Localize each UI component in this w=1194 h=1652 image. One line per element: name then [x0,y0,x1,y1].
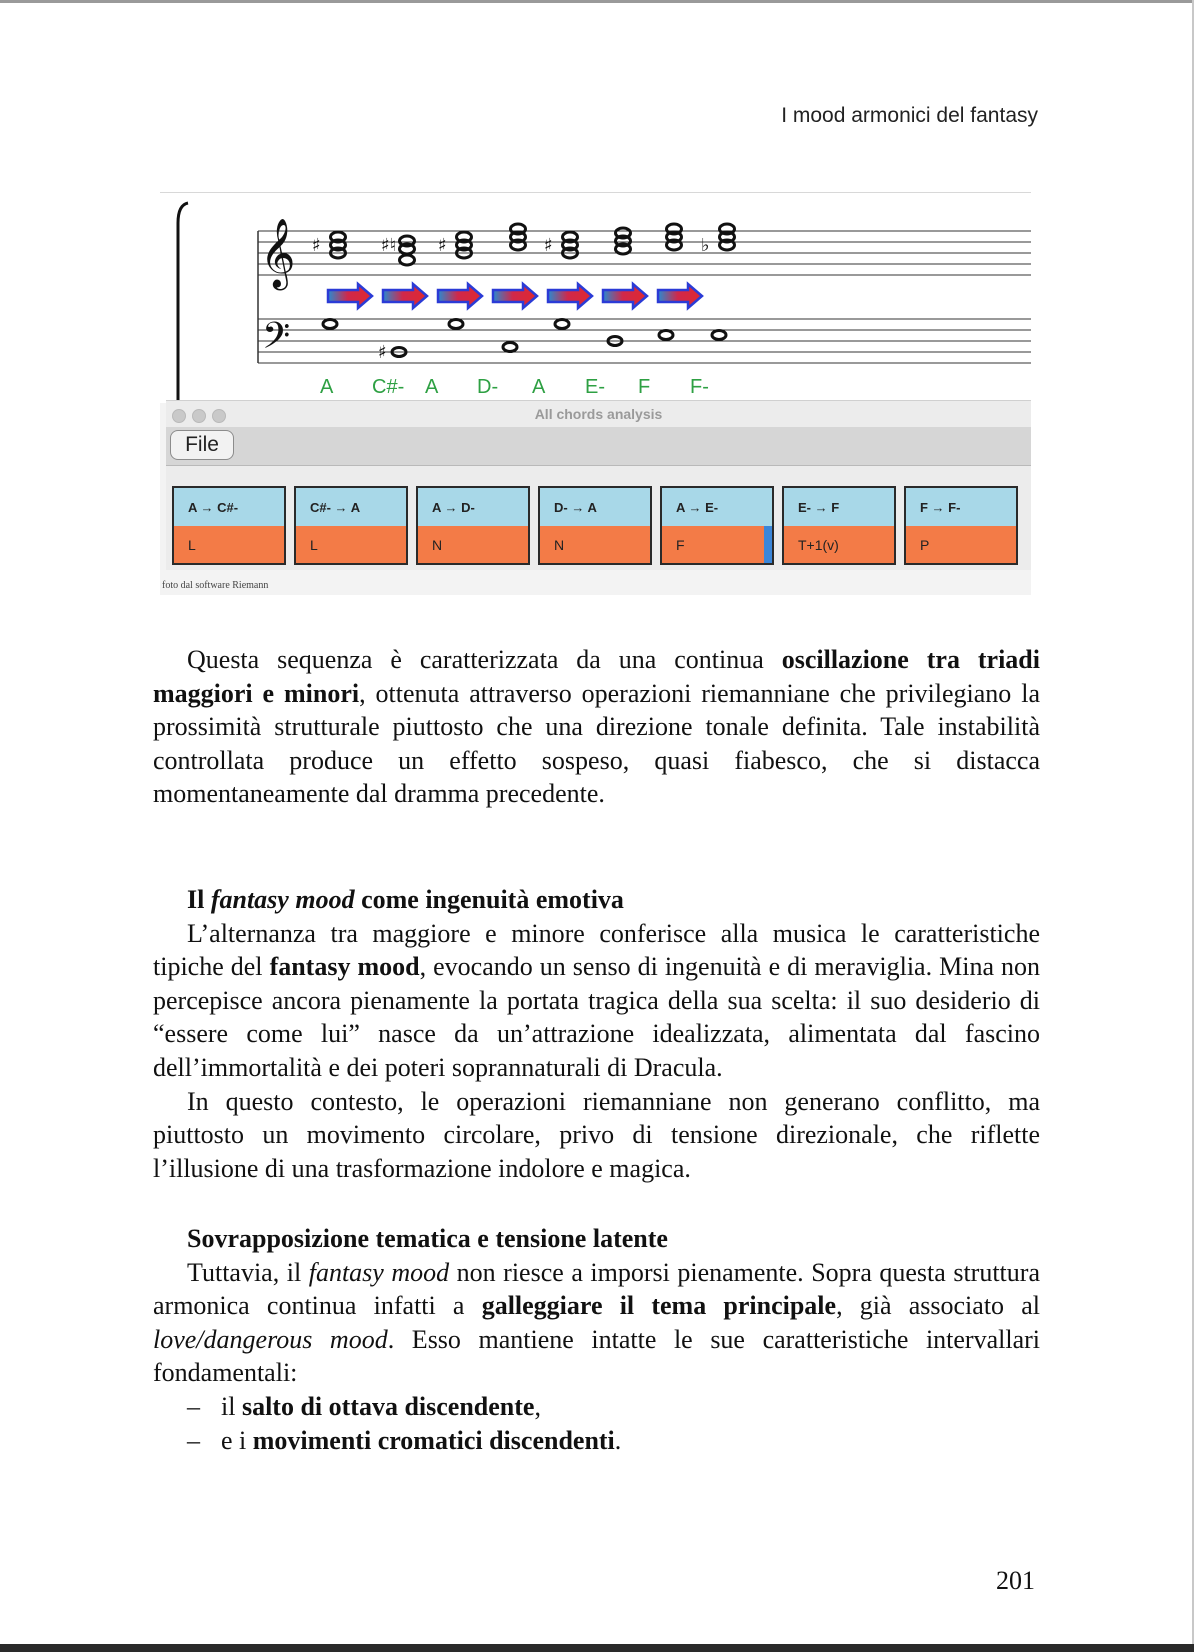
system-bracket [178,203,188,403]
accidental: ♯ [438,235,447,256]
accidental: ♯ [378,342,387,363]
note-head [616,244,631,254]
card-transition-label: E- → F [784,488,894,526]
note-head [659,331,673,340]
paragraph-4: Tuttavia, il fantasy mood non riesce a imporsi pienamente. Sopra questa struttura armonica continua infatti a galleggiare il tema principale, già associato al love/dangerous mood. Esso mantiene intatte le sue caratteristiche intervallari fondamentali: [153,1257,1041,1388]
chord-label: D- [477,376,499,398]
accidental: ♭ [701,235,710,256]
card-transition-label: F → F- [906,488,1016,526]
accidental: ♯ [544,235,553,256]
note-head [449,320,463,329]
card-scrollbar[interactable] [764,526,772,563]
note-head [323,320,337,329]
card-operation-label: L [174,526,284,563]
page-bottom-edge [0,1644,1194,1652]
window-title: All chords analysis [534,406,663,422]
page-top-edge [0,0,1194,3]
chord-transition-card[interactable] [172,486,286,565]
running-head: I mood armonici del fantasy [781,104,1038,127]
card-operation-label: N [418,526,528,563]
chord-label: A [532,376,546,398]
chord-label: C#- [372,376,405,398]
transition-arrows [328,284,702,308]
note-head [400,244,415,254]
section-sovrapposizione [153,1222,1040,1457]
note-head [400,255,415,265]
heading-sovrapposizione: Sovrapposizione tematica e tensione latente [187,1224,668,1253]
note-head [712,331,726,340]
para1-text: Questa sequenza è caratterizzata da una continua [187,645,782,674]
heading-fantasy-mood: Il fantasy mood come ingenuità emotiva [187,885,624,914]
note-head [555,320,569,329]
chord-label: A [425,376,439,398]
chord-label: F- [690,376,709,398]
file-button[interactable]: File [170,430,234,460]
para1-text-2: , ottenuta attraverso operazioni riemanniane che privilegiano la prossimità strutturale piuttosto che una direzione tonale definita. Tale instabilità controllata produce un effetto sospeso, quasi fiabesco, che si distacca momentaneamente dal dramma precedente. [153,678,1040,809]
transition-arrow-icon [603,284,647,308]
bass-clef-icon: 𝄢 [262,315,291,366]
note-head [511,240,526,250]
list-item: – il salto di ottava discendente, [187,1391,541,1421]
card-operation-label: P [906,526,1016,563]
transition-arrow-icon [548,284,592,308]
chord-transition-card[interactable] [294,486,408,565]
figure-caption: foto dal software Riemann [162,580,269,591]
chord-transition-card[interactable] [782,486,896,565]
card-operation-label: L [296,526,406,563]
bullet-list [153,1390,1040,1457]
window-toolbar [166,427,1031,466]
card-transition-label: C#- → A [296,488,406,526]
chord-transition-card[interactable] [904,486,1018,565]
chord-transition-card[interactable] [416,486,530,565]
chord-transition-card[interactable] [538,486,652,565]
accidental: ♯♮ [381,235,397,256]
musical-score [160,193,1031,403]
card-operation-label: N [540,526,650,563]
card-operation-label: F [662,526,772,563]
note-head [667,240,682,250]
transition-arrow-icon [493,284,537,308]
note-head [720,240,735,250]
card-operation-label: T+1(v) [784,526,894,563]
page-number: 201 [996,1566,1035,1595]
figure-riemann-screenshot [160,192,1031,595]
transition-arrow-icon [383,284,427,308]
section-fantasy-mood [153,883,1040,1185]
card-transition-label: D- → A [540,488,650,526]
transition-arrow-icon [658,284,702,308]
card-transition-label: A → E- [662,488,772,526]
paragraph-1 [153,643,1040,811]
paragraph-3: In questo contesto, le operazioni riemanniane non generano conflitto, ma piuttosto un movimento circolare, privo di tensione direzionale, che riflette l’illusione di una trasformazione indolore e magica. [153,1086,1040,1183]
card-transition-label: A → D- [418,488,528,526]
list-item: – e i movimenti cromatici discendenti. [187,1425,622,1455]
chord-cards-area [166,466,1031,570]
card-transition-label: A → C#- [174,488,284,526]
accidental: ♯ [312,235,321,256]
paragraph-2: L’alternanza tra maggiore e minore conferisce alla musica le caratteristiche tipiche del fantasy mood, evocando un senso di ingenuità e di meraviglia. Mina non percepisce ancora pienamente la portata tragica della sua scelta: il suo desiderio di “essere come lui” nasce da un’attrazione idealizzata, alimentata dal fascino dell’immortalità e dei poteri soprannaturali di Dracula. [153,918,1041,1082]
score-area [160,192,1031,403]
treble-clef-icon: 𝄞 [260,218,296,288]
note-head [503,343,517,352]
para1-bold: oscillazione tra triadi maggiori e minori [153,645,1040,708]
chord-labels [320,376,709,398]
chord-transition-card[interactable] [660,486,774,565]
chord-label: A [320,376,334,398]
chord-label: F [638,376,651,398]
chord-label: E- [585,376,605,398]
transition-arrow-icon [438,284,482,308]
transition-arrow-icon [328,284,372,308]
window-titlebar [166,400,1031,428]
